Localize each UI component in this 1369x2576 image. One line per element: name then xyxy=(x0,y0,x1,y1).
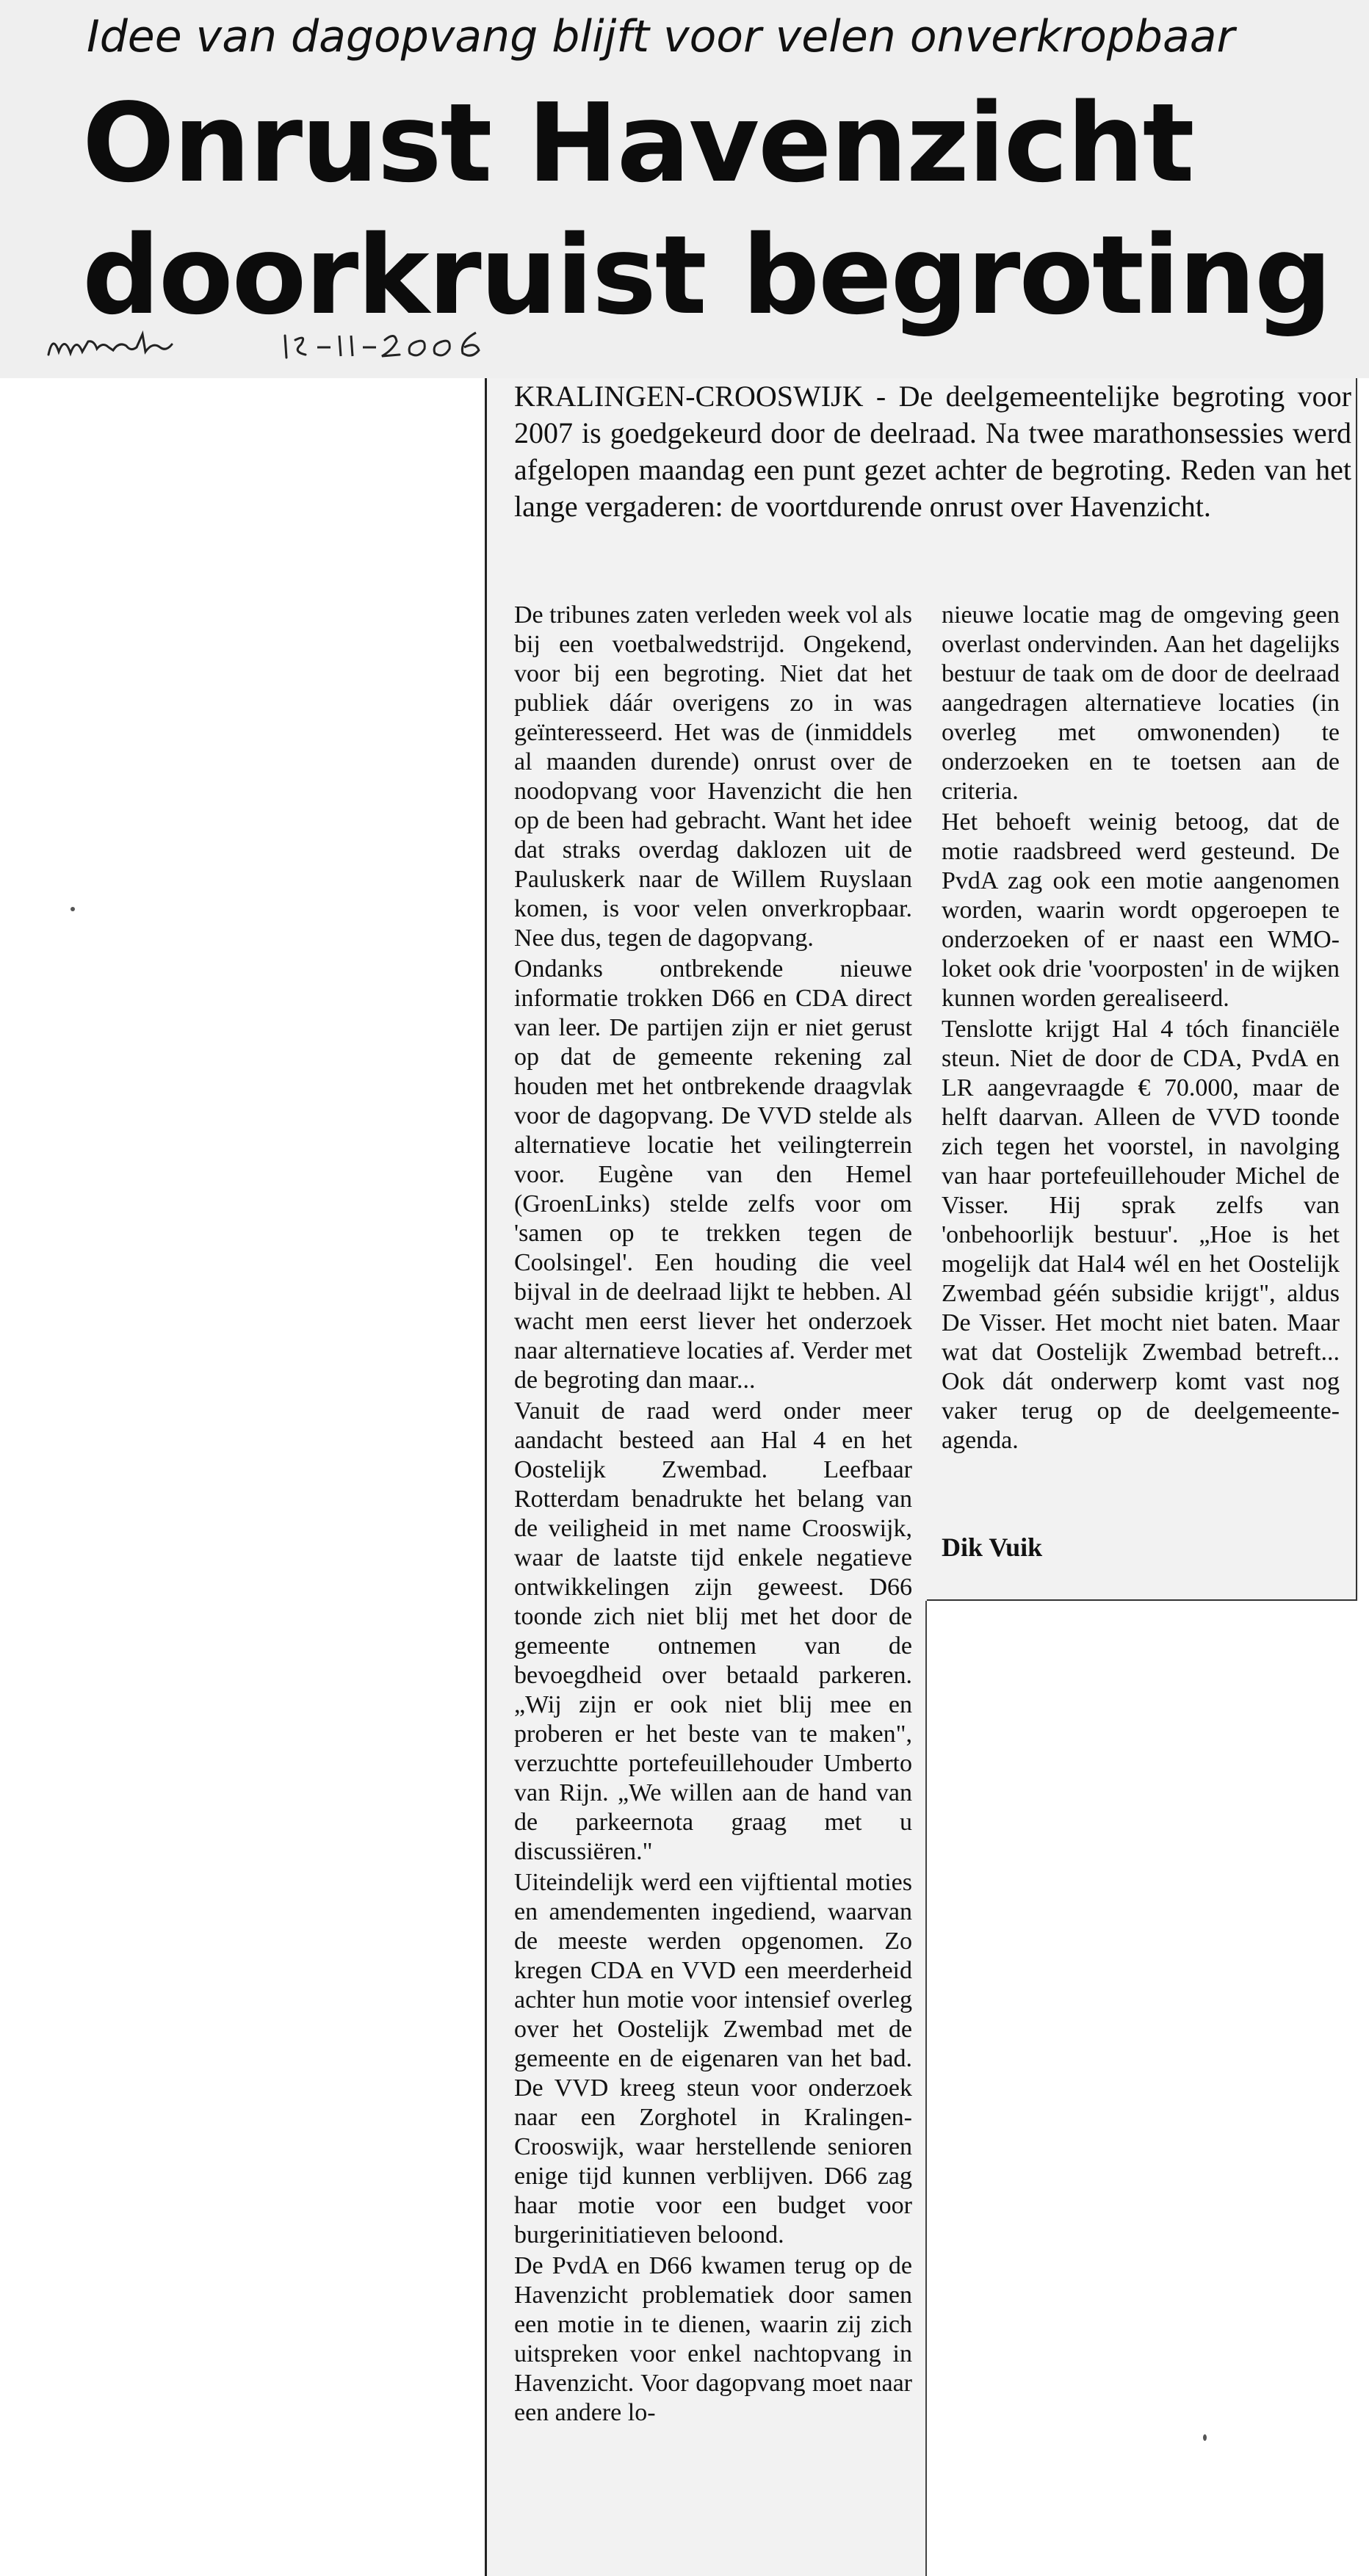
scan-speck xyxy=(71,907,75,911)
scan-speck xyxy=(1203,2434,1207,2441)
article-column-left xyxy=(514,601,912,2429)
article-column-right xyxy=(942,601,1340,1457)
paragraph: De tribunes zaten verleden week vol als bij een voetbalwedstrijd. Ongekend, voor bij een begroting. Niet dat het publiek dáár overigens zo in was geïnteresseerd. Het was de (inmiddels al maanden durende) onrust over de noodopvang voor Havenzicht die hen op de been had gebracht. Want het idee dat straks overdag daklozen uit de Pauluskerk naar de Willem Ruyslaan komen, is voor velen onverkropbaar. Nee dus, tegen de dagopvang. xyxy=(514,601,912,952)
column-rule-lower xyxy=(925,1601,927,2576)
paragraph: nieuwe locatie mag de omgeving geen overlast ondervinden. Aan het dagelijks bestuur de taak om de door de deelraad aangedragen alternatieve locaties (in overleg met omwonenden) te onderzoeken en te toetsen aan de criteria. xyxy=(942,601,1340,805)
paragraph: Tenslotte krijgt Hal 4 tóch financiële steun. Niet de door de CDA, PvdA en LR aangevraagde € 70.000, maar de helft daarvan. Alleen de VVD toonde zich tegen het voorstel, in navolging van haar portefeuillehouder Michel de Visser. Hij sprak zelfs van 'onbehoorlijk bestuur'. „Hoe is het mogelijk dat Hal4 wél en het Oostelijk Zwembad géén subsidie krijgt", aldus De Visser. Het mocht niet baten. Maar wat dat Oostelijk Zwembad betreft... Ook dát onderwerp komt vast nog vaker terug op de deelgemeente-agenda. xyxy=(942,1016,1340,1454)
byline: Dik Vuik xyxy=(942,1533,1043,1562)
headline xyxy=(82,77,1360,341)
handwriting-scribble xyxy=(43,319,601,371)
headline-line-1: Onrust Havenzicht xyxy=(82,80,1193,206)
paragraph: Vanuit de raad werd onder meer aandacht besteed aan Hal 4 en het Oostelijk Zwembad. Leefbaar Rotterdam benadrukte het belang van de veiligheid in met name Crooswijk, waar de laatste tijd enkele negatieve ontwikkelingen zijn geweest. D66 toonde zich niet blij met het door de gemeente ontnemen van de bevoegdheid over betaald parkeren. „Wij zijn er ook niet blij mee en proberen er het beste van te maken", verzuchtte portefeuillehouder Umberto van Rijn. „We willen aan de hand van de parkeernota graag met u discussiëren." xyxy=(514,1397,912,1865)
lead-dateline: KRALINGEN-CROOSWIJK xyxy=(514,380,864,413)
handwritten-date-note xyxy=(43,319,601,371)
column-rule-bottom xyxy=(927,1599,1357,1601)
paragraph: De PvdA en D66 kwamen terug op de Havenzicht problematiek door samen een motie in te dienen, waarin zij zich uitspreken voor enkel nachtopvang in Havenzicht. Voor dagopvang moet naar een andere lo- xyxy=(514,2252,912,2426)
paragraph: Het behoeft weinig betoog, dat de motie raadsbreed werd gesteund. De PvdA zag ook een motie aangenomen worden, waarin wordt opgeroepen te onderzoeken of er naast een WMO-loket ook drie 'voorposten' in de wijken kunnen worden gerealiseerd. xyxy=(942,808,1340,1012)
lead-paragraph xyxy=(514,378,1351,525)
lead-text: - De deelgemeentelijke begroting voor 2007 is goedgekeurd door de deelraad. Na twee marathonsessies werd afgelopen maandag een punt gezet achter de begroting. Reden van het lange vergaderen: de voortdurende onrust over Havenzicht. xyxy=(514,380,1351,523)
headline-line-2: doorkruist begroting xyxy=(82,212,1331,339)
column-rule-left xyxy=(485,378,487,2576)
kicker: Idee van dagopvang blijft voor velen onverkropbaar xyxy=(87,11,1235,62)
paragraph: Uiteindelijk werd een vijftiental moties en amendementen ingediend, waarvan de meeste werden opgenomen. Zo kregen CDA en VVD een meerderheid achter hun motie voor intensief overleg over het Oostelijk Zwembad met de gemeente en de eigenaren van het bad. De VVD kreeg steun voor onderzoek naar een Zorghotel in Kralingen-Crooswijk, waar herstellende senioren enige tijd kunnen verblijven. D66 zag haar motie voor een budget voor burgerinitiatieven beloond. xyxy=(514,1869,912,2248)
paragraph: Ondanks ontbrekende nieuwe informatie trokken D66 en CDA direct van leer. De partijen zijn er niet gerust op dat de gemeente rekening zal houden met het ontbrekende draagvlak voor de dagopvang. De VVD stelde als alternatieve locatie het veilingterrein voor. Eugène van den Hemel (GroenLinks) stelde zelfs voor om 'samen op te trekken tegen de Coolsingel'. Een houding die veel bijval in de deelraad lijkt te hebben. Al wacht men eerst liever het onderzoek naar alternatieve locaties af. Verder met de begroting dan maar... xyxy=(514,955,912,1394)
column-rule-right xyxy=(1356,378,1357,1601)
